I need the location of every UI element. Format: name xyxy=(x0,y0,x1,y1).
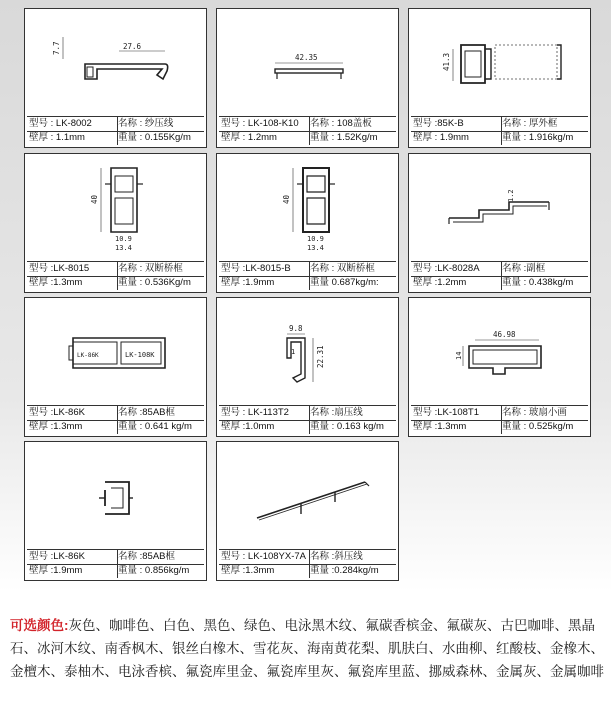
product-name: 名称 :斜压线 xyxy=(310,551,363,562)
svg-text:46.98: 46.98 xyxy=(493,330,516,339)
unit-weight: 重量 :0.284kg/m xyxy=(310,565,379,576)
model-number: 型号 : LK-108YX-7A xyxy=(219,550,310,564)
spec-table xyxy=(27,261,204,290)
profile-drawing-lk-86k-thick xyxy=(25,442,206,548)
wall-thickness: 壁厚 :1.2mm xyxy=(411,276,502,290)
svg-text:40: 40 xyxy=(282,194,291,204)
wall-thickness: 壁厚 : 1.9mm xyxy=(411,131,502,145)
unit-weight: 重量 : 0.536Kg/m xyxy=(118,277,191,288)
product-card-lk-108-k10 xyxy=(216,8,399,148)
profile-drawing-lk-8028a xyxy=(409,154,590,260)
model-number: 型号 : LK-108-K10 xyxy=(219,117,310,131)
profile-drawing-lk-108t1 xyxy=(409,298,590,404)
model-number: 型号 :LK-8015 xyxy=(27,262,118,276)
product-card-lk-86k-thick xyxy=(24,441,207,581)
spec-table xyxy=(411,261,588,290)
svg-text:27.6: 27.6 xyxy=(123,42,142,51)
product-name: 名称 : 双断桥框 xyxy=(118,263,183,274)
unit-weight: 重量 : 0.525kg/m xyxy=(502,421,574,432)
spec-table xyxy=(27,549,204,578)
wall-thickness: 壁厚 :1.3mm xyxy=(27,420,118,434)
product-name: 名称 :85AB框 xyxy=(118,551,176,562)
product-name: 名称 : 厚外框 xyxy=(502,118,558,129)
model-number: 型号 :LK-86K xyxy=(27,550,118,564)
color-options-label: 可选颜色: xyxy=(10,618,69,633)
model-number: 型号 :LK-86K xyxy=(27,406,118,420)
product-card-lk-8028a xyxy=(408,153,591,293)
wall-thickness: 壁厚 : 1.2mm xyxy=(219,131,310,145)
model-number: 型号 : LK-113T2 xyxy=(219,406,310,420)
wall-thickness: 壁厚 :1.3mm xyxy=(411,420,502,434)
spec-table xyxy=(411,405,588,434)
wall-thickness: 壁厚 :1.3mm xyxy=(27,276,118,290)
spec-table xyxy=(411,116,588,145)
profile-drawing-85k-b xyxy=(409,9,590,115)
unit-weight: 重量 : 1.52Kg/m xyxy=(310,132,378,143)
wall-thickness: 壁厚 :1.9mm xyxy=(27,564,118,578)
wall-thickness: 壁厚 :1.0mm xyxy=(219,420,310,434)
color-options-list: 灰色、咖啡色、白色、黑色、绿色、电泳黑木纹、氟碳香槟金、氟碳灰、古巴咖啡、黑晶石、冰河木纹、南香枫木、银丝白橡木、雪花灰、海南黄花梨、肌肤白、水曲柳、红酸枝、金橡木、金檀木、泰柚木、电泳香槟、氟瓷库里金、氟瓷库里灰、氟瓷库里蓝、挪威森林、金属灰、金属咖啡 xyxy=(10,618,604,679)
color-options xyxy=(10,614,604,683)
product-name: 名称 : 108盖板 xyxy=(310,118,372,129)
svg-text:40: 40 xyxy=(90,194,99,204)
wall-thickness: 壁厚 : 1.1mm xyxy=(27,131,118,145)
model-number: 型号 :85K-B xyxy=(411,117,502,131)
svg-text:13.4: 13.4 xyxy=(115,244,132,252)
profile-drawing-lk-113t2 xyxy=(217,298,398,404)
unit-weight: 重量 : 1.916kg/m xyxy=(502,132,574,143)
svg-text:7.7: 7.7 xyxy=(52,41,61,55)
svg-text:13.4: 13.4 xyxy=(307,244,324,252)
svg-text:9.8: 9.8 xyxy=(289,324,303,333)
profile-drawing-lk-108-k10 xyxy=(217,9,398,115)
profile-drawing-lk-86k xyxy=(25,298,206,404)
svg-text:LK-86K: LK-86K xyxy=(77,352,99,359)
unit-weight: 重量 : 0.163 kg/m xyxy=(310,421,384,432)
wall-thickness: 壁厚 :1.3mm xyxy=(219,564,310,578)
product-card-lk-8002 xyxy=(24,8,207,148)
spec-table xyxy=(219,261,396,290)
spec-table xyxy=(219,405,396,434)
model-number: 型号 : LK-8002 xyxy=(27,117,118,131)
profile-drawing-lk-8002 xyxy=(25,9,206,115)
svg-text:LK-108K: LK-108K xyxy=(125,351,155,359)
profile-drawing-lk-8015 xyxy=(25,154,206,260)
model-number: 型号 :LK-108T1 xyxy=(411,406,502,420)
spec-table xyxy=(27,405,204,434)
product-card-85k-b xyxy=(408,8,591,148)
product-card-lk-8015 xyxy=(24,153,207,293)
spec-table xyxy=(219,116,396,145)
profile-drawing-lk-8015-b xyxy=(217,154,398,260)
product-card-lk-108yx-7a xyxy=(216,441,399,581)
product-name: 名称 : 双断桥框 xyxy=(310,263,375,274)
svg-text:22.31: 22.31 xyxy=(316,345,325,368)
unit-weight: 重量 : 0.438kg/m xyxy=(502,277,574,288)
product-name: 名称 :扇压线 xyxy=(310,407,363,418)
unit-weight: 重量 : 0.641 kg/m xyxy=(118,421,192,432)
svg-text:42.35: 42.35 xyxy=(295,53,318,62)
svg-text:41.3: 41.3 xyxy=(442,52,451,71)
model-number: 型号 :LK-8028A xyxy=(411,262,502,276)
product-card-lk-108t1 xyxy=(408,297,591,437)
product-name: 名称 :85AB框 xyxy=(118,407,176,418)
unit-weight: 重量 : 0.856kg/m xyxy=(118,565,190,576)
spec-table xyxy=(27,116,204,145)
profile-drawing-lk-108yx-7a xyxy=(217,442,398,548)
svg-text:1.2: 1.2 xyxy=(507,189,515,202)
svg-text:14: 14 xyxy=(455,351,463,360)
product-card-lk-113t2 xyxy=(216,297,399,437)
svg-text:10.9: 10.9 xyxy=(115,235,132,243)
svg-text:1: 1 xyxy=(291,348,296,356)
product-name: 名称 :副框 xyxy=(502,263,546,274)
unit-weight: 重量 0.687kg/m: xyxy=(310,277,379,288)
wall-thickness: 壁厚 :1.9mm xyxy=(219,276,310,290)
product-card-lk-86k xyxy=(24,297,207,437)
unit-weight: 重量 : 0.155Kg/m xyxy=(118,132,191,143)
svg-text:10.9: 10.9 xyxy=(307,235,324,243)
model-number: 型号 :LK-8015-B xyxy=(219,262,310,276)
product-name: 名称 : 玻扇小画 xyxy=(502,407,567,418)
product-card-lk-8015-b xyxy=(216,153,399,293)
product-name: 名称 : 纱压线 xyxy=(118,118,174,129)
spec-table xyxy=(219,549,396,578)
